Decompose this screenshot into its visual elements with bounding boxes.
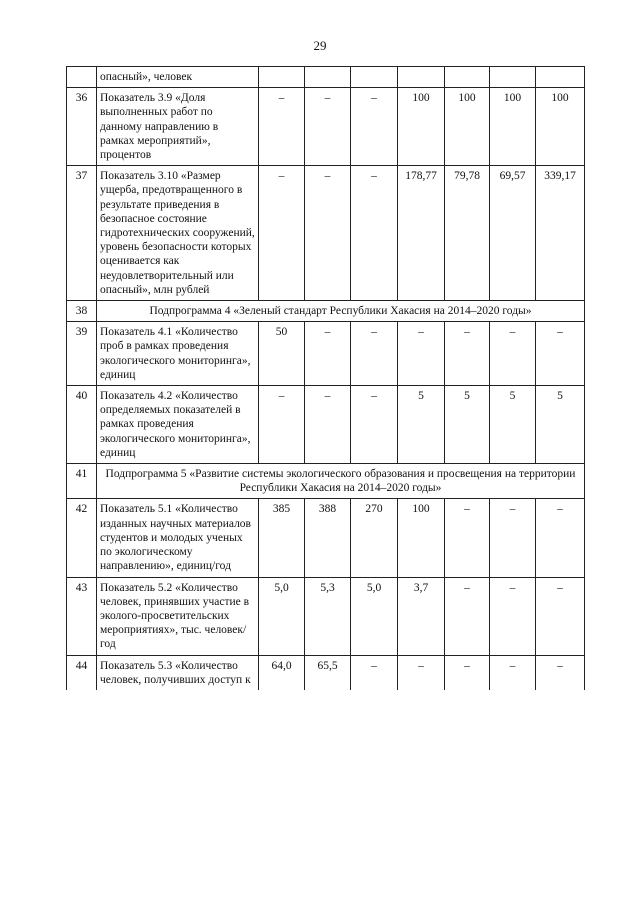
value-cell: – bbox=[536, 577, 585, 655]
value-cell: 5 bbox=[445, 386, 490, 464]
row-label: Показатель 3.9 «Доля выполненных работ по данному направлению в рамках мероприятий», процентов bbox=[97, 88, 259, 166]
value-cell: – bbox=[445, 577, 490, 655]
value-cell: 100 bbox=[490, 88, 536, 166]
table-row bbox=[67, 577, 585, 655]
table-row bbox=[67, 655, 585, 690]
value-cell: 5 bbox=[536, 386, 585, 464]
value-cell: – bbox=[536, 322, 585, 386]
value-cell: – bbox=[259, 88, 305, 166]
row-label: Показатель 4.1 «Количество проб в рамках проведения экологического мониторинга», единиц bbox=[97, 322, 259, 386]
value-cell: 5,0 bbox=[259, 577, 305, 655]
table-row-subprogram bbox=[67, 464, 585, 499]
value-cell: 100 bbox=[536, 88, 585, 166]
row-label: Показатель 3.10 «Размер ущерба, предотвращенного в результате приведения в безопасное состояние гидротехнических сооружений, уровень безопасности которых оценивается как неудовлетворительный или опасный», млн рублей bbox=[97, 166, 259, 301]
table-row bbox=[67, 499, 585, 577]
value-cell: – bbox=[445, 499, 490, 577]
row-number: 44 bbox=[67, 655, 97, 690]
value-cell: 178,77 bbox=[398, 166, 445, 301]
value-cell: – bbox=[351, 88, 398, 166]
value-cell: 5,0 bbox=[351, 577, 398, 655]
value-cell bbox=[490, 67, 536, 88]
value-cell: – bbox=[490, 655, 536, 690]
value-cell: 50 bbox=[259, 322, 305, 386]
value-cell: – bbox=[536, 499, 585, 577]
value-cell: 5,3 bbox=[305, 577, 351, 655]
value-cell: 65,5 bbox=[305, 655, 351, 690]
row-number: 43 bbox=[67, 577, 97, 655]
row-number: 36 bbox=[67, 88, 97, 166]
value-cell: 100 bbox=[398, 499, 445, 577]
indicators-table bbox=[66, 66, 585, 690]
value-cell: – bbox=[490, 322, 536, 386]
value-cell: 3,7 bbox=[398, 577, 445, 655]
value-cell: – bbox=[351, 386, 398, 464]
value-cell: – bbox=[305, 88, 351, 166]
row-number: 40 bbox=[67, 386, 97, 464]
row-label: Показатель 5.2 «Количество человек, принявших участие в эколого-просветительских мероприятиях», тыс. человек/год bbox=[97, 577, 259, 655]
value-cell: 5 bbox=[398, 386, 445, 464]
row-label: Показатель 4.2 «Количество определяемых показателей в рамках проведения экологического мониторинга», единиц bbox=[97, 386, 259, 464]
value-cell: 100 bbox=[398, 88, 445, 166]
value-cell bbox=[351, 67, 398, 88]
row-number: 42 bbox=[67, 499, 97, 577]
subprogram-title: Подпрограмма 4 «Зеленый стандарт Республики Хакасия на 2014–2020 годы» bbox=[97, 301, 585, 322]
value-cell: – bbox=[536, 655, 585, 690]
value-cell: – bbox=[259, 386, 305, 464]
value-cell bbox=[259, 67, 305, 88]
value-cell: 100 bbox=[445, 88, 490, 166]
value-cell bbox=[445, 67, 490, 88]
row-number: 38 bbox=[67, 301, 97, 322]
value-cell: – bbox=[351, 655, 398, 690]
row-number: 39 bbox=[67, 322, 97, 386]
value-cell: – bbox=[351, 322, 398, 386]
value-cell: – bbox=[305, 386, 351, 464]
table-row bbox=[67, 67, 585, 88]
row-label: Показатель 5.1 «Количество изданных научных материалов студентов и молодых ученых по экологическому направлению», единиц/год bbox=[97, 499, 259, 577]
value-cell bbox=[536, 67, 585, 88]
row-label: Показатель 5.3 «Количество человек, получивших доступ к bbox=[97, 655, 259, 690]
value-cell: – bbox=[490, 577, 536, 655]
table-row bbox=[67, 88, 585, 166]
table-row bbox=[67, 166, 585, 301]
value-cell: – bbox=[398, 655, 445, 690]
value-cell: – bbox=[445, 655, 490, 690]
value-cell: – bbox=[305, 166, 351, 301]
value-cell: – bbox=[351, 166, 398, 301]
page-number: 29 bbox=[313, 38, 327, 53]
value-cell bbox=[398, 67, 445, 88]
value-cell: 79,78 bbox=[445, 166, 490, 301]
value-cell: – bbox=[398, 322, 445, 386]
value-cell: 69,57 bbox=[490, 166, 536, 301]
value-cell: 339,17 bbox=[536, 166, 585, 301]
row-number bbox=[67, 67, 97, 88]
table-row bbox=[67, 386, 585, 464]
value-cell: 64,0 bbox=[259, 655, 305, 690]
table-row-subprogram bbox=[67, 301, 585, 322]
subprogram-title: Подпрограмма 5 «Развитие системы экологического образования и просвещения на территории Республики Хакасия на 2014–2020 годы» bbox=[97, 464, 585, 499]
value-cell: – bbox=[445, 322, 490, 386]
value-cell: 270 bbox=[351, 499, 398, 577]
row-number: 41 bbox=[67, 464, 97, 499]
value-cell: 388 bbox=[305, 499, 351, 577]
table-row bbox=[67, 322, 585, 386]
value-cell: – bbox=[259, 166, 305, 301]
row-number: 37 bbox=[67, 166, 97, 301]
value-cell bbox=[305, 67, 351, 88]
value-cell: – bbox=[490, 499, 536, 577]
value-cell: – bbox=[305, 322, 351, 386]
row-label: опасный», человек bbox=[97, 67, 259, 88]
value-cell: 385 bbox=[259, 499, 305, 577]
value-cell: 5 bbox=[490, 386, 536, 464]
